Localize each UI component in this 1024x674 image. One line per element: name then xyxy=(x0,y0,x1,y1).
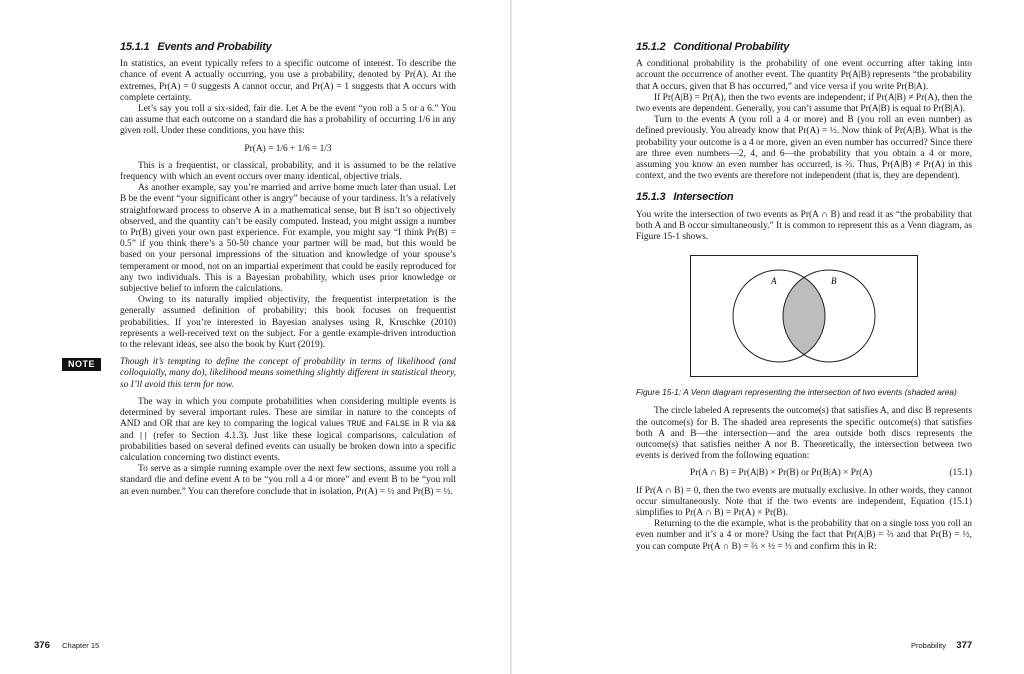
code-or-operator: || xyxy=(138,431,149,441)
note-box xyxy=(68,357,456,391)
equation-row xyxy=(636,468,972,479)
left-footer xyxy=(34,640,99,651)
code-and-operator: && xyxy=(446,420,457,430)
text-run: and xyxy=(369,419,383,430)
paragraph: If Pr(A ∩ B) = 0, then the two events are mutually exclusive. In other words, they cannot occur simultaneously. Note that if the two events are independent, Equation (15.1) simplifies to Pr(A ∩ B) = Pr(A) × Pr(B). xyxy=(636,485,972,519)
equation: Pr(A) = 1/6 + 1/6 = 1/3 xyxy=(244,143,332,154)
heading-title: Events and Probability xyxy=(157,41,272,53)
right-page xyxy=(512,0,1024,674)
chapter-label: Chapter 15 xyxy=(62,641,100,650)
note-badge: NOTE xyxy=(62,358,101,371)
heading-title: Conditional Probability xyxy=(673,41,790,53)
paragraph: A conditional probability is the probability of one event occurring after taking into account the occurrence of another event. The quantity Pr(A|B) represents “the probability that A occurs, given that B has occurred,” and vice versa if you write Pr(B|A). xyxy=(636,59,972,92)
venn-diagram xyxy=(691,256,917,376)
paragraph: As another example, say you’re married and arrive home much later than usual. Let B be the event “your significant other is angry” because of your tardiness. It’s a relatively straightforward process to observe A in a mathematical sense, but B isn’t so objectively observed, and the quantity can’t be easily computed. Instead, you might assign a number to Pr(B) given your own past experience. For example, you might say “I think Pr(B) = 0.5” if you think there’s a 50-50 chance your partner will be mad, but this would be based on your personal impressions of the situation and knowledge of your spouse’s temperament or mood, not on an impartial experiment that could be easily reproduced for any two individuals. This is a Bayesian probability, which uses prior knowledge or subjective belief to inform the calculations. xyxy=(120,183,456,295)
heading-title: Intersection xyxy=(673,191,734,204)
paragraph: The circle labeled A represents the outcome(s) that satisfies A, and disc B represents the outcome(s) for B. The shaded area represents the specific outcome(s) that satisfies both A and B—the intersection—and the area outside both discs represents the outcome(s) that satisfies neither A nor B. Theoretically, the intersection between two events is derived from the following equation: xyxy=(636,406,972,462)
right-footer xyxy=(911,640,972,651)
paragraph: This is a frequentist, or classical, probability, and it is assumed to be the relative frequency with which an event occurs over many identical, objective trials. xyxy=(120,160,456,183)
venn-label-b: B xyxy=(831,276,837,287)
section-heading-intersection xyxy=(636,192,972,203)
equation: Pr(A ∩ B) = Pr(A|B) × Pr(B) or Pr(B|A) × Pr(A) xyxy=(690,468,873,479)
running-footer-label: Probability xyxy=(911,641,947,650)
paragraph-logic xyxy=(120,397,456,464)
heading-number: 15.1.3 xyxy=(636,191,666,204)
text-run: in R via xyxy=(412,419,444,430)
page-number: 376 xyxy=(34,640,50,651)
venn-label-a: A xyxy=(771,276,777,287)
text-run: and xyxy=(120,430,134,441)
heading-number: 15.1.1 xyxy=(120,41,150,53)
section-heading-events xyxy=(120,42,456,53)
paragraph: You write the intersection of two events as Pr(A ∩ B) and read it as “the probability that both A and B occur simultaneously.” It is common to represent this as a Venn diagram, as Figure 15-1 shows. xyxy=(636,209,972,243)
paragraph: Owing to its naturally implied objectivity, the frequentist interpretation is the generally assumed definition of probability; this book focuses on frequentist probabilities. If you’re interested in Bayesian analyses using R, Kruschke (2010) represents a well-received text on the subject. For a gentle example-driven introduction to the relevant ideas, see also the book by Kurt (2019). xyxy=(120,295,456,351)
figure-caption: Figure 15-1: A Venn diagram representing the intersection of two events (shaded area) xyxy=(636,387,957,398)
code-false: FALSE xyxy=(385,420,410,430)
paragraph: Returning to the die example, what is the probability that on a single toss you roll an even number and it’s a 4 or more? Using the fact that Pr(A|B) = ⅔ and that Pr(B) = ½, you can compute Pr(A ∩ B) = ⅔ × ½ = ⅓ and confirm this in R: xyxy=(636,519,972,552)
text-run: (refer to Section 4.1.3). Just like these logical comparisons, calculation of probabilities based on several defined events can usually be broken down into a specific calculation concerning two distinct events. xyxy=(120,430,457,463)
equation-number: (15.1) xyxy=(949,468,972,479)
text-run: The way in which you compute probabilities when considering multiple events is determined by several important rules. These are similar in nature to the concepts of AND and OR that are key to comparing the logical values xyxy=(120,396,456,430)
heading-number: 15.1.2 xyxy=(636,41,666,53)
left-page xyxy=(0,0,510,674)
code-true: TRUE xyxy=(346,420,367,430)
paragraph: In statistics, an event typically refers to a specific outcome of interest. To describe the chance of event A actually occurring, you use a probability, denoted by Pr(A). At the extremes, Pr(A) = 0 suggests A cannot occur, and Pr(A) = 1 suggests that A occurs with complete certainty. xyxy=(120,59,456,103)
paragraph: Let’s say you roll a six-sided, fair die. Let A be the event “you roll a 5 or a 6.” You can assume that each outcome on a standard die has a probability of occurring 1/6 in any given roll. Under these conditions, you have this: xyxy=(120,104,456,137)
right-column xyxy=(636,42,972,553)
paragraph: Turn to the events A (you roll a 4 or more) and B (you roll an even number) as defined previously. You already know that Pr(A) = ½. Now think of Pr(A|B). What is the probability your outcome is a 4 or more, given an even number has occurred? Since there are three even numbers—2, 4, and 6—the probability that you obtain a 4 or more, assuming you know an even number has occurred, is ⅔. Thus, Pr(A|B) ≠ Pr(A) in this context, and the two events are therefore not independent (that is, they are dependent). xyxy=(636,115,972,182)
paragraph: To serve as a simple running example over the next few sections, assume you roll a standard die and define event A to be “you roll a 4 or more” and event B to be “you roll an even number.” You can therefore conclude that in isolation, Pr(A) = ½ and Pr(B) = ½. xyxy=(120,464,456,497)
note-text: Though it’s tempting to define the concept of probability in terms of likelihood (and colloquially, many do), likelihood means something slightly different in statistical theory, so I’ll avoid this term for now. xyxy=(120,357,456,390)
section-heading-conditional xyxy=(636,42,972,53)
page-number: 377 xyxy=(956,640,973,651)
paragraph: If Pr(A|B) = Pr(A), then the two events are independent; if Pr(A|B) ≠ Pr(A), then the two events are dependent. Generally, you can’t assume that Pr(A|B) is equal to Pr(B|A). xyxy=(636,92,972,115)
left-column xyxy=(68,41,457,498)
venn-diagram-figure xyxy=(690,255,918,377)
